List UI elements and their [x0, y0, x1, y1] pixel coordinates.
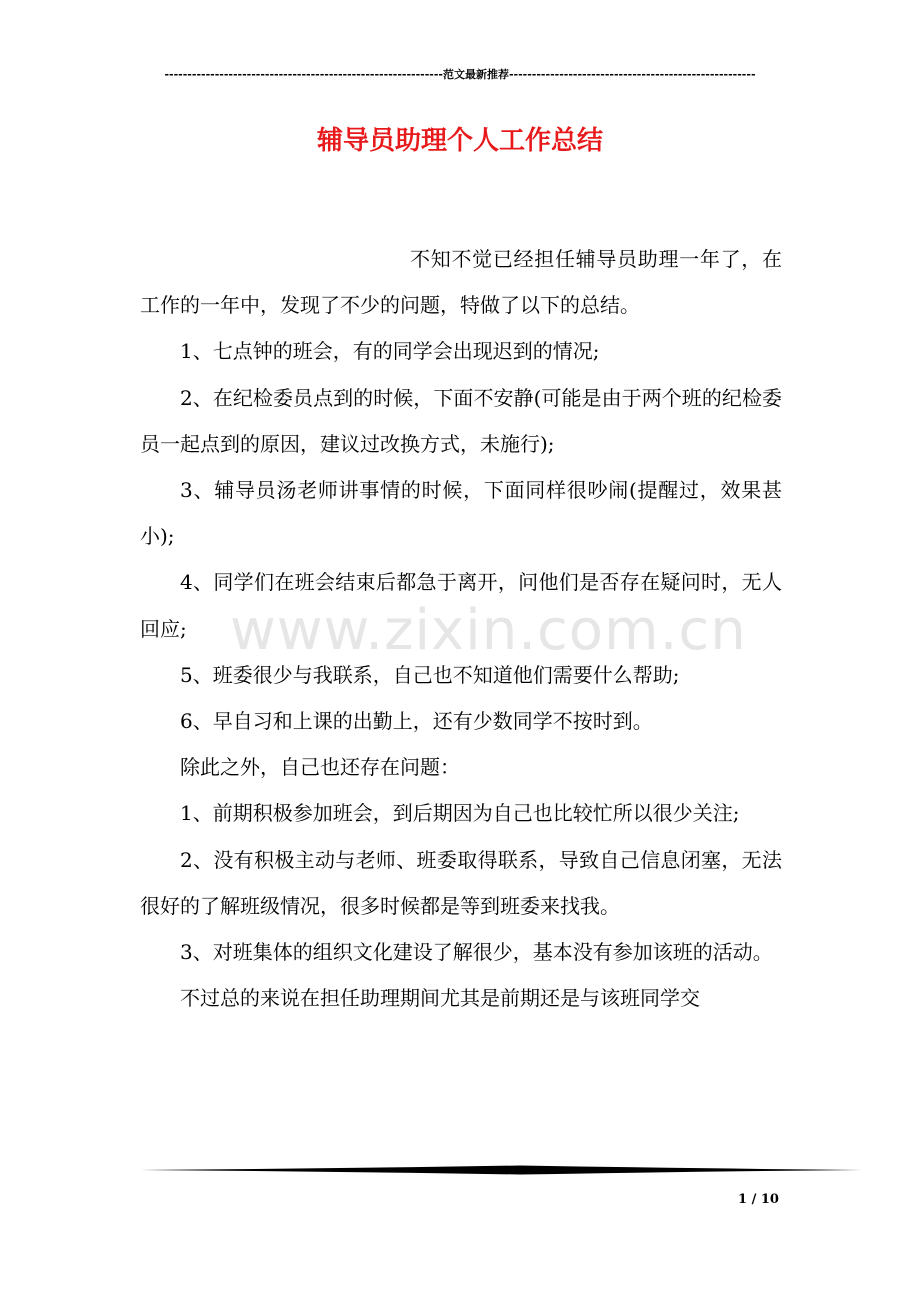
- paragraph-self-issues-heading: 除此之外，自己也还存在问题：: [180, 755, 460, 780]
- paragraph-item-1: 1、七点钟的班会，有的同学会出现迟到的情况;: [180, 339, 600, 364]
- paragraph-conclusion: 不过总的来说在担任助理期间尤其是前期还是与该班同学交: [180, 986, 700, 1011]
- paragraph-item-6: 6、早自习和上课的出勤上，还有少数同学不按时到。: [180, 709, 653, 734]
- document-title: 辅导员助理个人工作总结: [316, 126, 603, 156]
- paragraph-intro: 不知不觉已经担任辅导员助理一年了，在工作的一年中，发现了不少的问题，特做了以下的总结。: [140, 247, 782, 318]
- paragraph-item-5: 5、班委很少与我联系，自己也不知道他们需要什么帮助;: [180, 662, 680, 687]
- paragraph-self-issue-3: 3、对班集体的组织文化建设了解很少，基本没有参加该班的活动。: [180, 940, 773, 965]
- header-banner: -------------------------------------------------------------范文最新推荐------------------------------------------------------: [164, 68, 756, 81]
- document-body: [140, 236, 782, 1021]
- paragraph-item-2: 2、在纪检委员点到的时候，下面不安静(可能是由于两个班的纪检委员一起点到的原因，建议过改换方式，未施行);: [140, 385, 782, 456]
- paragraph-item-4: 4、同学们在班会结束后都急于离开，问他们是否存在疑问时，无人回应;: [140, 570, 782, 641]
- watermark: www.zixin.com.cn: [230, 598, 747, 663]
- paragraph-self-issue-2: 2、没有积极主动与老师、班委取得联系，导致自己信息闭塞，无法很好的了解班级情况，很多时候都是等到班委来找我。: [140, 847, 782, 918]
- paragraph-self-issue-1: 1、前期积极参加班会，到后期因为自己也比较忙所以很少关注;: [180, 801, 740, 826]
- page-number: 1 / 10: [738, 1192, 779, 1207]
- paragraph-item-3: 3、辅导员汤老师讲事情的时候，下面同样很吵闹(提醒过，效果甚小);: [140, 478, 782, 549]
- footer-divider: [140, 1164, 862, 1176]
